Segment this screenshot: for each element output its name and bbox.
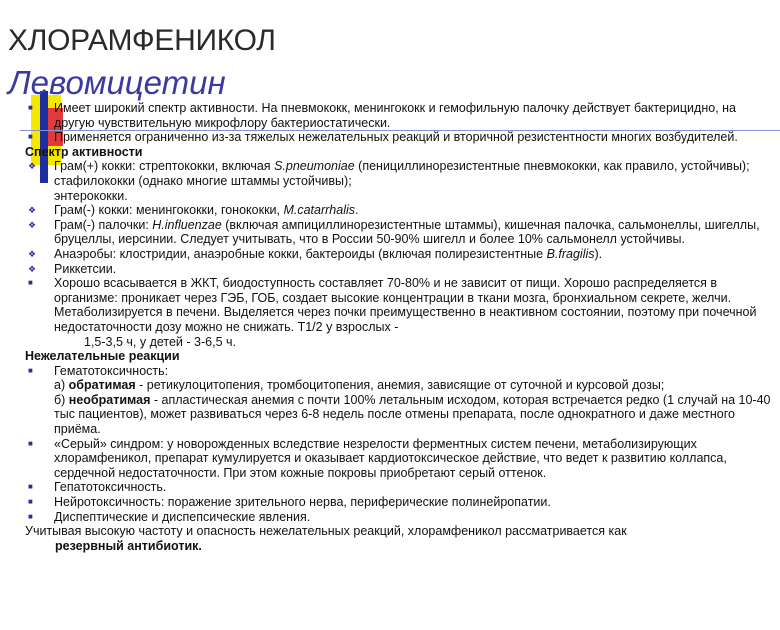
conclusion: Учитывая высокую частоту и опасность нежелательных реакций, хлорамфеникол рассматривается как резервный антибиотик. (25, 524, 627, 553)
square-bullet-icon: ■ (28, 482, 33, 492)
square-bullet-icon: ■ (28, 103, 33, 112)
list-item: ■ Диспептические и диспепсические явления. (28, 509, 311, 524)
list-item: ❖ Анаэробы: клостридии, анаэробные кокки, бактероиды (включая полирезистентные B.fragilis). (28, 246, 603, 261)
list-item: ❖ Грам(+) кокки: стрептококки, включая S.pneumoniae (пенициллинорезистентные пневмококки, как правило, устойчивы); стафилококки (однако многие штаммы устойчивы); энтерококки. (28, 159, 750, 203)
diamond-bullet-icon: ❖ (28, 219, 37, 230)
square-bullet-icon: ■ (28, 278, 33, 288)
square-bullet-icon: ■ (28, 497, 33, 507)
diamond-bullet-icon: ❖ (28, 161, 37, 172)
list-item: ■ Применяется ограниченно из-за тяжелых нежелательных реакций и вторичной резистентности многих возбудителей. (28, 130, 738, 145)
slide-subtitle: Левомицетин (8, 64, 226, 101)
square-bullet-icon: ■ (28, 511, 33, 521)
section-heading-spectrum: Спектр активности (25, 144, 143, 159)
list-item: ❖ Грам(-) кокки: менингококки, гонококки, M.catarrhalis. (28, 203, 359, 218)
section-heading-adverse: Нежелательные реакции (25, 349, 180, 364)
list-item: ■ Гематотоксичность: а) обратимая - ретикулоцитопения, тромбоцитопения, анемия, зависящие от суточной и курсовой дозы; б) необратимая - апластическая анемия с почти 100% летальным исходом, которая встречается редко (1 случай на 10-40 тыс пациентов), может развиваться через 6-8 недель после отмены препарата, после однократного и даже местного приёма. (28, 363, 771, 437)
list-item: ■ «Серый» синдром: у новорожденных вследствие незрелости ферментных систем печени, метаболизирующих хлорамфеникол, препарат кумулируется и оказывает кардиотоксическое действие, что ведет к развитию коллапса, сердечной недостаточности. При этом кожные покровы приобретают серый оттенок. (28, 436, 727, 480)
square-bullet-icon: ■ (28, 365, 33, 375)
slide-content (25, 101, 775, 553)
square-bullet-icon: ■ (28, 438, 33, 448)
list-item: ■ Имеет широкий спектр активности. На пневмококк, менингококк и гемофильную палочку действует бактерицидно, на другую чувствительную микрофлору бактериостатически. (28, 101, 736, 130)
square-bullet-icon: ■ (28, 132, 33, 142)
list-item: ■ Хорошо всасывается в ЖКТ, биодоступность составляет 70-80% и не зависит от пищи. Хорошо распределяется в организме: проникает через ГЭБ, ГОБ, создает высокие концентрации в ткани мозга, бронхиальном секрете, желчи. Метаболизируется в печени. Выделяется через почки преимущественно в неактивном состоянии, поэтому при почечной недостаточности дозу можно не снижать. Т1/2 у взрослых - 1,5-3,5 ч, у детей - 3-6,5 ч. (28, 276, 757, 349)
list-item: ❖ Грам(-) палочки: H.influenzae (включая ампициллинорезистентные штаммы), кишечная палочка, сальмонеллы, шигеллы, бруцеллы, иерсинии. Следует учитывать, что в России 50-90% шигелл и более 10% сальмонелл устойчивы. (28, 217, 760, 247)
slide-title: ХЛОРАМФЕНИКОЛ (8, 24, 276, 57)
list-item: ■ Гепатотоксичность. (28, 480, 167, 495)
diamond-bullet-icon: ❖ (28, 205, 37, 216)
list-item: ■ Нейротоксичность: поражение зрительного нерва, периферические полинейропатии. (28, 495, 551, 510)
diamond-bullet-icon: ❖ (28, 263, 37, 274)
diamond-bullet-icon: ❖ (28, 248, 37, 259)
list-item: ❖ Риккетсии. (28, 261, 117, 276)
